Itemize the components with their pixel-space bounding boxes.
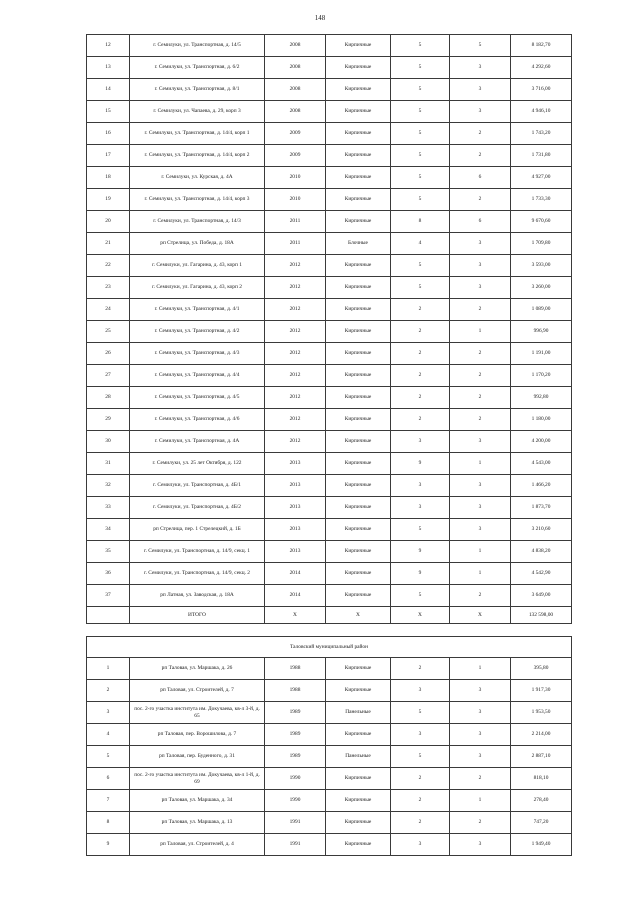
address-cell: г. Семилуки, ул. Транспортная, д. 4/5 (130, 387, 265, 409)
area-cell: 8 182,70 (511, 35, 572, 57)
wall-material-cell: Кирпичные (326, 321, 391, 343)
year-cell: 2010 (265, 189, 326, 211)
wall-material-cell: Кирпичные (326, 790, 391, 812)
table-row (87, 101, 572, 123)
entrances-cell: 3 (450, 475, 511, 497)
address-cell: рп Таловая, пер. Буденного, д. 31 (130, 746, 265, 768)
area-cell: 1 949,40 (511, 834, 572, 856)
floors-cell: 2 (391, 409, 450, 431)
table-body-main (87, 35, 572, 607)
table-row (87, 585, 572, 607)
table-row (87, 145, 572, 167)
wall-material-cell: Кирпичные (326, 431, 391, 453)
wall-material-cell: Кирпичные (326, 123, 391, 145)
table-row (87, 475, 572, 497)
area-cell: 278,40 (511, 790, 572, 812)
entrances-cell: 3 (450, 746, 511, 768)
floors-cell: 5 (391, 585, 450, 607)
wall-material-cell: Кирпичные (326, 343, 391, 365)
row-number: 1 (87, 658, 130, 680)
area-cell: 1 743,20 (511, 123, 572, 145)
year-cell: 1989 (265, 702, 326, 724)
row-number: 6 (87, 768, 130, 790)
table-row (87, 768, 572, 790)
area-cell: 1 731,80 (511, 145, 572, 167)
entrances-cell: 2 (450, 343, 511, 365)
wall-material-cell: Кирпичные (326, 453, 391, 475)
area-cell: 2 214,00 (511, 724, 572, 746)
entrances-cell: 3 (450, 57, 511, 79)
area-cell: 4 543,00 (511, 453, 572, 475)
floors-cell: 2 (391, 768, 450, 790)
floors-cell: 2 (391, 812, 450, 834)
area-cell: 3 593,00 (511, 255, 572, 277)
entrances-cell: 1 (450, 321, 511, 343)
floors-cell: 9 (391, 563, 450, 585)
entrances-cell: 5 (450, 35, 511, 57)
entrances-cell: 3 (450, 702, 511, 724)
table-row (87, 189, 572, 211)
wall-material-cell: Кирпичные (326, 365, 391, 387)
entrances-cell: 3 (450, 680, 511, 702)
address-cell: г. Семилуки, ул. Транспортная, д. 4Б/2 (130, 497, 265, 519)
row-number: 7 (87, 790, 130, 812)
year-cell: 2011 (265, 211, 326, 233)
area-cell: 3 649,00 (511, 585, 572, 607)
table-row (87, 57, 572, 79)
row-number: 21 (87, 233, 130, 255)
address-cell: рп Латная, ул. Заводская, д. 18А (130, 585, 265, 607)
entrances-cell: 3 (450, 497, 511, 519)
spacer-cell (87, 624, 572, 637)
address-cell: рп Таловая, пер. Ворошилова, д. 7 (130, 724, 265, 746)
address-cell: г. Семилуки, ул. Транспортная, д. 4А (130, 431, 265, 453)
wall-material-cell: Кирпичные (326, 277, 391, 299)
wall-material-cell: Кирпичные (326, 680, 391, 702)
table-body-section (87, 658, 572, 856)
wall-material-cell: Панельные (326, 746, 391, 768)
table-row (87, 519, 572, 541)
area-cell: 992,80 (511, 387, 572, 409)
wall-material-cell: Кирпичные (326, 255, 391, 277)
row-number: 16 (87, 123, 130, 145)
floors-cell: 2 (391, 299, 450, 321)
year-cell: 1991 (265, 812, 326, 834)
row-number: 17 (87, 145, 130, 167)
floors-cell: 3 (391, 834, 450, 856)
address-cell: г. Семилуки, ул. Транспортная, д. 4/2 (130, 321, 265, 343)
row-number: 22 (87, 255, 130, 277)
address-cell: рп Стрелица, пер. 1 Стрелецкий, д. 1Б (130, 519, 265, 541)
page-number: 148 (314, 14, 326, 22)
total-area: 132 598,00 (511, 607, 572, 624)
area-cell: 1 170,20 (511, 365, 572, 387)
year-cell: 2012 (265, 321, 326, 343)
floors-cell: 5 (391, 702, 450, 724)
row-number: 18 (87, 167, 130, 189)
year-cell: 1991 (265, 834, 326, 856)
entrances-cell: 1 (450, 453, 511, 475)
row-number: 29 (87, 409, 130, 431)
area-cell: 1 953,50 (511, 702, 572, 724)
area-cell: 996,90 (511, 321, 572, 343)
entrances-cell: 1 (450, 790, 511, 812)
row-number: 26 (87, 343, 130, 365)
address-cell: г. Семилуки, ул. Транспортная, д. 14/9, секц. 1 (130, 541, 265, 563)
row-number: 9 (87, 834, 130, 856)
section-header-row (87, 637, 572, 658)
row-number: 8 (87, 812, 130, 834)
floors-cell: 2 (391, 365, 450, 387)
floors-cell: 9 (391, 541, 450, 563)
wall-material-cell: Кирпичные (326, 658, 391, 680)
table-row (87, 431, 572, 453)
area-cell: 4 927,00 (511, 167, 572, 189)
wall-material-cell: Кирпичные (326, 189, 391, 211)
area-cell: 4 838,20 (511, 541, 572, 563)
floors-cell: 5 (391, 746, 450, 768)
row-number: 25 (87, 321, 130, 343)
year-cell: 2008 (265, 35, 326, 57)
row-number: 27 (87, 365, 130, 387)
wall-material-cell: Кирпичные (326, 79, 391, 101)
area-cell: 1 089,00 (511, 299, 572, 321)
row-number: 34 (87, 519, 130, 541)
floors-cell: 3 (391, 475, 450, 497)
floors-cell: 5 (391, 145, 450, 167)
year-cell: 1988 (265, 680, 326, 702)
area-cell: 3 260,00 (511, 277, 572, 299)
entrances-cell: 3 (450, 79, 511, 101)
entrances-cell: 3 (450, 834, 511, 856)
floors-cell: 4 (391, 233, 450, 255)
area-cell: 818,10 (511, 768, 572, 790)
row-number: 15 (87, 101, 130, 123)
entrances-cell: 3 (450, 277, 511, 299)
area-cell: 4 542,90 (511, 563, 572, 585)
table-row (87, 746, 572, 768)
address-cell: рп Таловая, ул. Строителей, д. 7 (130, 680, 265, 702)
row-number: 37 (87, 585, 130, 607)
entrances-cell: 2 (450, 387, 511, 409)
area-cell: 1 191,00 (511, 343, 572, 365)
wall-material-cell: Кирпичные (326, 409, 391, 431)
table-row (87, 724, 572, 746)
housing-registry-table (86, 34, 572, 856)
wall-material-cell: Кирпичные (326, 211, 391, 233)
floors-cell: 3 (391, 431, 450, 453)
total-cell-empty (87, 607, 130, 624)
row-number: 3 (87, 702, 130, 724)
wall-material-cell: Кирпичные (326, 497, 391, 519)
floors-cell: 5 (391, 189, 450, 211)
year-cell: 1989 (265, 724, 326, 746)
year-cell: 2014 (265, 585, 326, 607)
section-title: Таловский муниципальный район (87, 637, 572, 658)
entrances-cell: 3 (450, 255, 511, 277)
year-cell: 2008 (265, 79, 326, 101)
wall-material-cell: Кирпичные (326, 519, 391, 541)
entrances-cell: 3 (450, 101, 511, 123)
row-number: 32 (87, 475, 130, 497)
floors-cell: 3 (391, 680, 450, 702)
table-row (87, 123, 572, 145)
table-row (87, 343, 572, 365)
area-cell: 1 180,00 (511, 409, 572, 431)
table-row (87, 79, 572, 101)
address-cell: г. Семилуки, ул. Транспортная, д. 4Б/1 (130, 475, 265, 497)
entrances-cell: 6 (450, 211, 511, 233)
table-row (87, 211, 572, 233)
area-cell: 3 210,60 (511, 519, 572, 541)
area-cell: 3 716,00 (511, 79, 572, 101)
address-cell: г. Семилуки, ул. Транспортная, д. 4/1 (130, 299, 265, 321)
year-cell: 2008 (265, 57, 326, 79)
address-cell: г. Семилуки, ул. Транспортная, д. 8/1 (130, 79, 265, 101)
floors-cell: 2 (391, 658, 450, 680)
entrances-cell: 2 (450, 409, 511, 431)
wall-material-cell: Кирпичные (326, 387, 391, 409)
floors-cell: 2 (391, 321, 450, 343)
wall-material-cell: Кирпичные (326, 541, 391, 563)
year-cell: 2014 (265, 563, 326, 585)
address-cell: г. Семилуки, ул. Гагарина, д. 43, корп 2 (130, 277, 265, 299)
year-cell: 2010 (265, 167, 326, 189)
address-cell: г. Семилуки, ул. Чапаева, д. 29, корп 3 (130, 101, 265, 123)
year-cell: 2013 (265, 519, 326, 541)
entrances-cell: 3 (450, 233, 511, 255)
floors-cell: 2 (391, 343, 450, 365)
spacer-row (87, 624, 572, 637)
area-cell: 1 917,30 (511, 680, 572, 702)
row-number: 2 (87, 680, 130, 702)
row-number: 13 (87, 57, 130, 79)
address-cell: г. Семилуки, ул. Курская, д. 4А (130, 167, 265, 189)
total-cell-year: X (265, 607, 326, 624)
floors-cell: 3 (391, 497, 450, 519)
floors-cell: 5 (391, 277, 450, 299)
table-row (87, 658, 572, 680)
entrances-cell: 2 (450, 123, 511, 145)
table-row (87, 277, 572, 299)
year-cell: 2012 (265, 277, 326, 299)
address-cell: г. Семилуки, ул. Транспортная, д. 14/5 (130, 35, 265, 57)
area-cell: 1 709,80 (511, 233, 572, 255)
floors-cell: 5 (391, 519, 450, 541)
table-row (87, 365, 572, 387)
floors-cell: 3 (391, 724, 450, 746)
year-cell: 2013 (265, 541, 326, 563)
table-row (87, 299, 572, 321)
year-cell: 2012 (265, 255, 326, 277)
table-body-total (87, 607, 572, 658)
table-row (87, 541, 572, 563)
total-cell-entrances: X (450, 607, 511, 624)
year-cell: 2012 (265, 343, 326, 365)
table-row (87, 387, 572, 409)
year-cell: 2012 (265, 299, 326, 321)
address-cell: г. Семилуки, ул. Транспортная, д. 14/9, секц. 2 (130, 563, 265, 585)
address-cell: г. Семилуки, ул. Транспортная, д. 4/4 (130, 365, 265, 387)
area-cell: 9 670,60 (511, 211, 572, 233)
table-row (87, 702, 572, 724)
wall-material-cell: Кирпичные (326, 834, 391, 856)
row-number: 24 (87, 299, 130, 321)
address-cell: г. Семилуки, ул. Транспортная, д. 14/4, корп 1 (130, 123, 265, 145)
total-cell-floors: X (391, 607, 450, 624)
row-number: 28 (87, 387, 130, 409)
year-cell: 1990 (265, 790, 326, 812)
floors-cell: 2 (391, 387, 450, 409)
wall-material-cell: Кирпичные (326, 145, 391, 167)
area-cell: 395,80 (511, 658, 572, 680)
wall-material-cell: Кирпичные (326, 299, 391, 321)
year-cell: 2012 (265, 387, 326, 409)
entrances-cell: 3 (450, 519, 511, 541)
entrances-cell: 1 (450, 658, 511, 680)
year-cell: 2012 (265, 409, 326, 431)
table-row (87, 233, 572, 255)
row-number: 14 (87, 79, 130, 101)
table-row (87, 35, 572, 57)
year-cell: 2011 (265, 233, 326, 255)
address-cell: г. Семилуки, ул. 25 лет Октября, д. 122 (130, 453, 265, 475)
entrances-cell: 2 (450, 365, 511, 387)
row-number: 31 (87, 453, 130, 475)
entrances-cell: 2 (450, 145, 511, 167)
entrances-cell: 3 (450, 431, 511, 453)
address-cell: рп Таловая, ул. Строителей, д. 4 (130, 834, 265, 856)
address-cell: рп Стрелица, ул. Победа, д. 18А (130, 233, 265, 255)
address-cell: рп Таловая, ул. Маршака, д. 26 (130, 658, 265, 680)
year-cell: 2009 (265, 123, 326, 145)
address-cell: г. Семилуки, ул. Транспортная, д. 4/3 (130, 343, 265, 365)
area-cell: 4 200,00 (511, 431, 572, 453)
year-cell: 2012 (265, 365, 326, 387)
entrances-cell: 6 (450, 167, 511, 189)
year-cell: 2009 (265, 145, 326, 167)
year-cell: 2013 (265, 475, 326, 497)
row-number: 33 (87, 497, 130, 519)
table-row (87, 563, 572, 585)
entrances-cell: 2 (450, 768, 511, 790)
table-row (87, 321, 572, 343)
year-cell: 2013 (265, 453, 326, 475)
table-row (87, 812, 572, 834)
row-number: 19 (87, 189, 130, 211)
entrances-cell: 1 (450, 563, 511, 585)
wall-material-cell: Кирпичные (326, 724, 391, 746)
floors-cell: 5 (391, 255, 450, 277)
row-number: 4 (87, 724, 130, 746)
address-cell: пос. 2-го участка института им. Докучаева, кв-л 1-й, д. 69 (130, 768, 265, 790)
address-cell: г. Семилуки, ул. Транспортная, д. 6/2 (130, 57, 265, 79)
area-cell: 4 292,60 (511, 57, 572, 79)
table-row (87, 453, 572, 475)
wall-material-cell: Кирпичные (326, 101, 391, 123)
year-cell: 2012 (265, 431, 326, 453)
address-cell: г. Семилуки, ул. Транспортная, д. 14/3 (130, 211, 265, 233)
wall-material-cell: Кирпичные (326, 563, 391, 585)
year-cell: 1990 (265, 768, 326, 790)
floors-cell: 5 (391, 123, 450, 145)
area-cell: 747,20 (511, 812, 572, 834)
row-number: 35 (87, 541, 130, 563)
row-number: 20 (87, 211, 130, 233)
entrances-cell: 2 (450, 585, 511, 607)
row-number: 30 (87, 431, 130, 453)
floors-cell: 5 (391, 167, 450, 189)
area-cell: 1 466,20 (511, 475, 572, 497)
floors-cell: 5 (391, 101, 450, 123)
area-cell: 4 946,10 (511, 101, 572, 123)
total-row (87, 607, 572, 624)
floors-cell: 5 (391, 35, 450, 57)
entrances-cell: 2 (450, 189, 511, 211)
area-cell: 1 733,30 (511, 189, 572, 211)
wall-material-cell: Панельные (326, 702, 391, 724)
wall-material-cell: Кирпичные (326, 167, 391, 189)
table-row (87, 834, 572, 856)
table-row (87, 680, 572, 702)
entrances-cell: 2 (450, 299, 511, 321)
table-row (87, 409, 572, 431)
address-cell: г. Семилуки, ул. Гагарина, д. 43, корп 1 (130, 255, 265, 277)
table-row (87, 497, 572, 519)
floors-cell: 8 (391, 211, 450, 233)
year-cell: 2013 (265, 497, 326, 519)
address-cell: г. Семилуки, ул. Транспортная, д. 14/4, корп 3 (130, 189, 265, 211)
year-cell: 1989 (265, 746, 326, 768)
floors-cell: 9 (391, 453, 450, 475)
floors-cell: 5 (391, 79, 450, 101)
address-cell: г. Семилуки, ул. Транспортная, д. 4/6 (130, 409, 265, 431)
total-label: ИТОГО (130, 607, 265, 624)
table-row (87, 167, 572, 189)
total-cell-material: X (326, 607, 391, 624)
row-number: 23 (87, 277, 130, 299)
address-cell: рп Таловая, ул. Маршака, д. 34 (130, 790, 265, 812)
area-cell: 1 873,70 (511, 497, 572, 519)
wall-material-cell: Кирпичные (326, 35, 391, 57)
row-number: 5 (87, 746, 130, 768)
wall-material-cell: Кирпичные (326, 475, 391, 497)
wall-material-cell: Кирпичные (326, 57, 391, 79)
entrances-cell: 1 (450, 541, 511, 563)
row-number: 36 (87, 563, 130, 585)
wall-material-cell: Кирпичные (326, 585, 391, 607)
row-number: 12 (87, 35, 130, 57)
entrances-cell: 2 (450, 812, 511, 834)
table-row (87, 790, 572, 812)
year-cell: 1988 (265, 658, 326, 680)
area-cell: 2 887,10 (511, 746, 572, 768)
table-row (87, 255, 572, 277)
entrances-cell: 3 (450, 724, 511, 746)
wall-material-cell: Кирпичные (326, 812, 391, 834)
address-cell: пос. 2-го участка института им. Докучаева, кв-л 3-й, д. 65 (130, 702, 265, 724)
wall-material-cell: Кирпичные (326, 768, 391, 790)
floors-cell: 2 (391, 790, 450, 812)
address-cell: рп Таловая, ул. Маршака, д. 13 (130, 812, 265, 834)
wall-material-cell: Блочные (326, 233, 391, 255)
address-cell: г. Семилуки, ул. Транспортная, д. 14/4, корп 2 (130, 145, 265, 167)
year-cell: 2008 (265, 101, 326, 123)
floors-cell: 5 (391, 57, 450, 79)
